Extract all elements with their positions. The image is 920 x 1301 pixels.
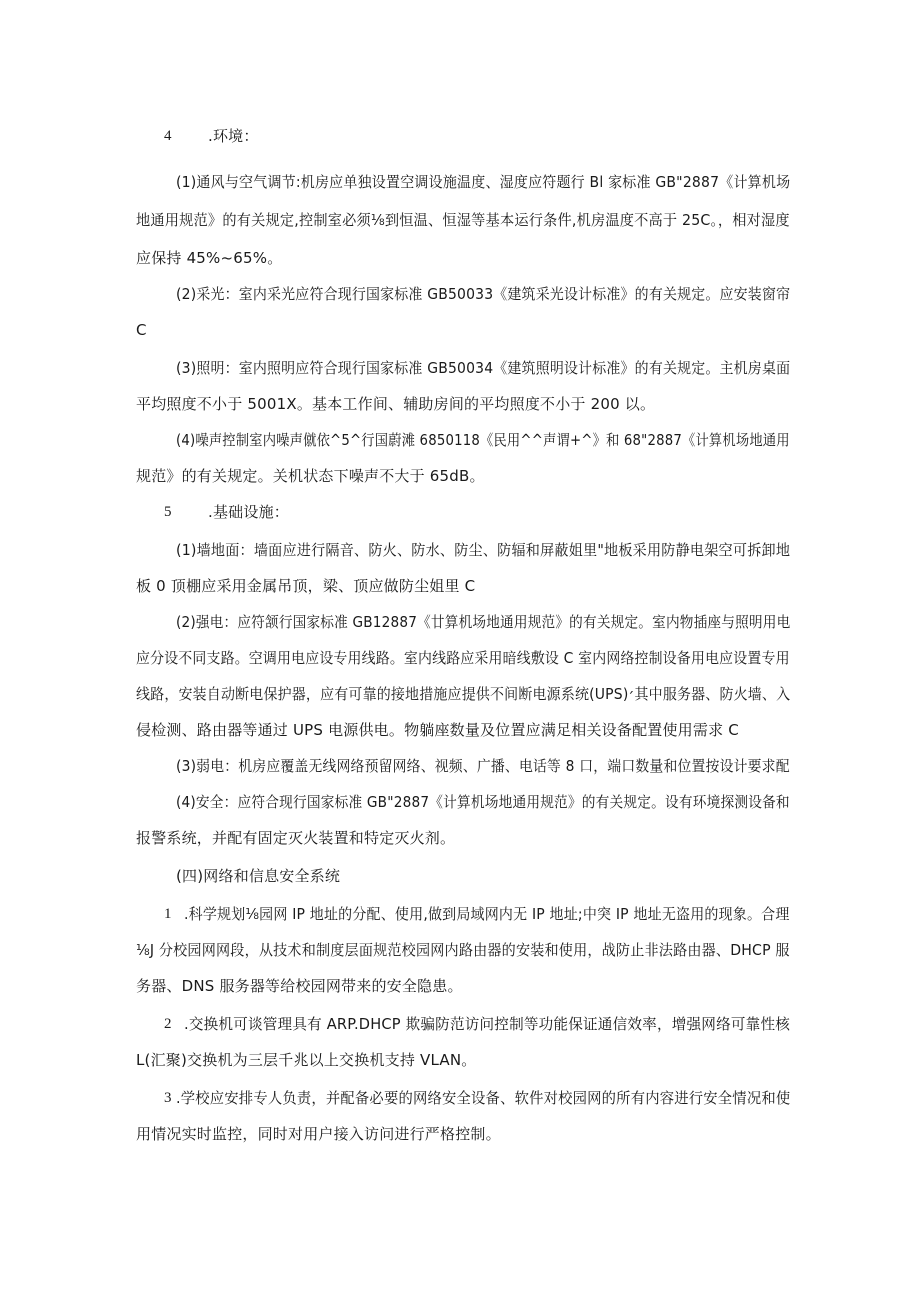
paragraph-line: 板 0 顶棚应采用金属吊顶，梁、顶应做防尘姐里 C [136, 577, 476, 595]
item-number: 2 [164, 1016, 172, 1032]
paragraph-line: 应分设不同支路。空调用电应设专用线路。室内线路应采用暗线敷设 C 室内网络控制设备用电应设置专用 [136, 649, 790, 667]
paragraph-line: 规范》的有关规定。关机状态下噪声不大于 65dB。 [136, 467, 485, 485]
item-number: 3 [164, 1090, 172, 1106]
paragraph-line: 地通用规范》的有关规定,控制室必须⅛到恒温、恒湿等基本运行条件,机房温度不高于 25C。，相对湿度 [136, 211, 790, 229]
paragraph-line: (1)墙地面：墙面应进行隔音、防火、防水、防尘、防辐和屏蔽姐里"地板采用防静电架空可拆卸地 [176, 541, 791, 559]
paragraph-line: (1)通风与空气调节:机房应单独设置空调设施温度、湿度应符题行 Bl 家标准 GB"2887《计算机场 [176, 173, 791, 191]
paragraph-line: 应保持 45%~65%。 [136, 249, 283, 267]
section-number: 4 [164, 128, 172, 144]
paragraph-line: 报警系统，并配有固定灭火装置和特定灭火剂。 [136, 829, 456, 847]
paragraph-line: 线路，安装自动断电保护器，应有可靠的接地措施应提供不间断电源系统(UPS)׳其中服务器、防火墙、入 [136, 685, 791, 703]
paragraph-line: 侵检测、路由器等通过 UPS 电源供电。物躺座数量及位置应满足相关设备配置使用需求 C [136, 721, 739, 739]
paragraph-line: (2)强电：应符颔行国家标准 GB12887《廿算机场地通用规范》的有关规定。室内物插座与照明用电 [176, 613, 791, 631]
paragraph-line: .交换机可谈管理具有 ARP.DHCP 欺骗防范访问控制等功能保证通信效率，增强网络可靠性核 [184, 1015, 791, 1033]
paragraph-line: L(汇聚)交换机为三层千兆以上交换机支持 VLAN。 [136, 1051, 477, 1069]
paragraph-line: (3)照明：室内照明应符合现行国家标准 GB50034《建筑照明设计标准》的有关规定。主机房桌面 [176, 359, 791, 377]
section-title: .基础设施： [208, 503, 289, 521]
paragraph-line: .学校应安排专人负责，并配备必要的网络安全设备、软件对校园网的所有内容进行安全情况和使 [176, 1089, 791, 1107]
paragraph-line: 平均照度不小于 5001X。基本工作间、辅助房间的平均照度不小于 200 以。 [136, 395, 656, 413]
paragraph-line: (4)安全：应符合现行国家标准 GB"2887《计算机场地通用规范》的有关规定。设有环境探测设备和 [176, 793, 790, 811]
item-number: 1 [164, 906, 172, 922]
paragraph-line: (4)噪声控制室内噪声僦依^5^行国蔚滩 6850118《民用^^声谓+^》和 68"2887《计算机场地通用 [176, 431, 790, 449]
section-number: 5 [164, 504, 172, 520]
paragraph-line: (2)采光：室内采光应符合现行国家标准 GB50033《建筑采光设计标准》的有关规定。应安装窗帘 [176, 285, 791, 303]
paragraph-line: (3)弱电：机房应覆盖无线网络预留网络、视频、广播、电话等 8 口，端口数量和位置按设计要求配 [176, 757, 790, 775]
paragraph-line: 用情况实时监控，同时对用户接入访问进行严格控制。 [136, 1125, 501, 1143]
section-title: .环境： [208, 127, 259, 145]
subsection-heading: (四)网络和信息安全系统 [176, 867, 341, 885]
paragraph-line: .科学规划⅛园网 IP 地址的分配、使用,做到局域网内无 IP 地址;中突 IP 地址无盗用的现象。合理 [184, 905, 790, 923]
paragraph-line: C [136, 321, 147, 339]
paragraph-line: 务器、DNS 服务器等给校园网带来的安全隐患。 [136, 977, 463, 995]
paragraph-line: ⅛J 分校园网网段，从技术和制度层面规范校园网内路由器的安装和使用，战防止非法路由器、DHCP 服 [136, 941, 790, 959]
